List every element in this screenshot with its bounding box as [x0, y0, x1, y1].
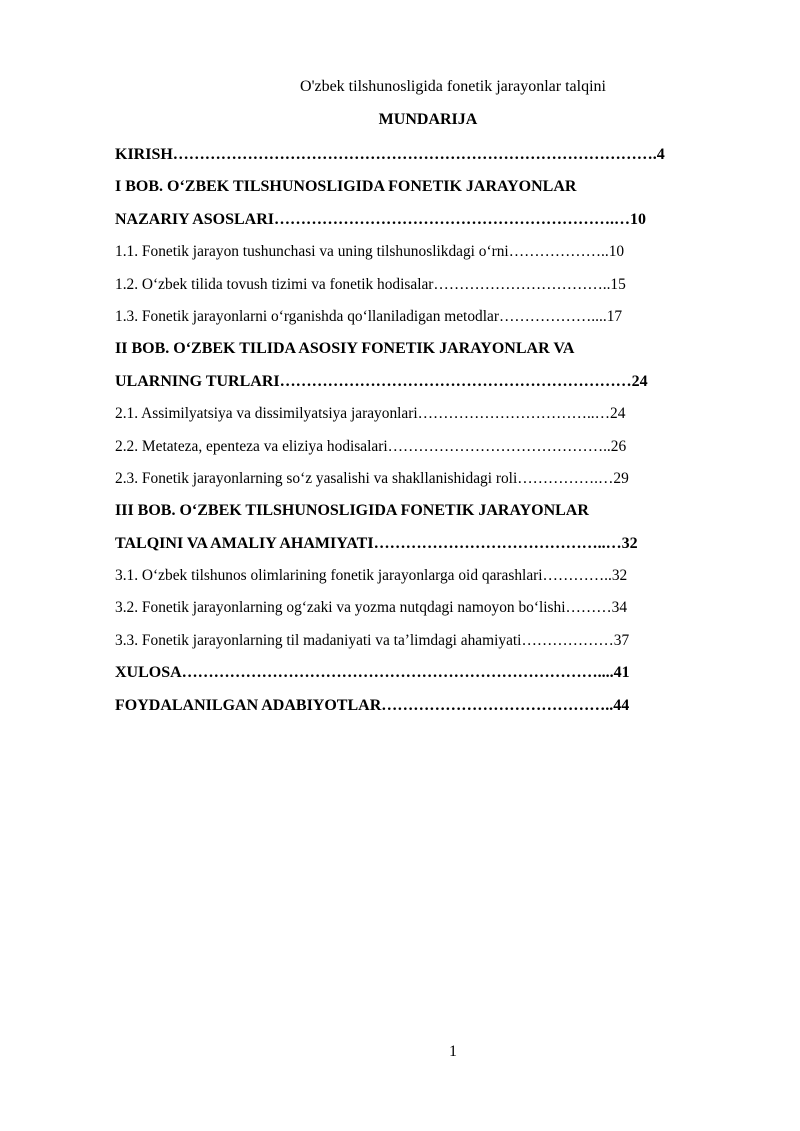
toc-section-entry: 3.2. Fonetik jarayonlarning og‘zaki va yozma nutqdagi namoyon bo‘lishi………34	[115, 599, 628, 617]
document-title: O'zbek tilshunosligida fonetik jarayonlar talqini	[300, 78, 606, 95]
toc-chapter-entry: ULARNING TURLARI…………………………………………………………24	[115, 372, 648, 390]
toc-section-entry: 2.1. Assimilyatsiya va dissimilyatsiya jarayonlari……………………………..…24	[115, 405, 626, 423]
toc-section-entry: 1.3. Fonetik jarayonlarni o‘rganishda qo‘llaniladigan metodlar………………....17	[115, 307, 623, 325]
toc-chapter-entry: XULOSA……………………………………………………………………....41	[115, 664, 630, 682]
toc-chapter-entry: FOYDALANILGAN ADABIYOTLAR……………………………………..44	[115, 696, 630, 714]
toc-chapter-entry: I BOB. O‘ZBEK TILSHUNOSLIGIDA FONETIK JARAYONLAR	[115, 178, 577, 196]
toc-section-entry: 2.3. Fonetik jarayonlarning so‘z yasalishi va shakllanishidagi roli…………….…29	[115, 469, 629, 487]
toc-chapter-entry: III BOB. O‘ZBEK TILSHUNOSLIGIDA FONETIK JARAYONLAR	[115, 502, 589, 520]
page-number: 1	[449, 1043, 457, 1060]
toc-section-entry: 1.1. Fonetik jarayon tushunchasi va uning tilshunoslikdagi o‘rni………………..10	[115, 243, 625, 261]
toc-chapter-entry: KIRISH……………………………………………………………………………….4	[115, 146, 665, 163]
toc-chapter-entry: TALQINI VA AMALIY AHAMIYATI……………………………………..…32	[115, 534, 638, 552]
table-of-contents	[115, 139, 745, 722]
toc-section-entry: 3.1. O‘zbek tilshunos olimlarining fonetik jarayonlarga oid qarashlari…………..32	[115, 567, 628, 585]
toc-section-entry: 2.2. Metateza, epenteza va eliziya hodisalari……………………………………..26	[115, 437, 627, 455]
toc-chapter-entry: NAZARIY ASOSLARI……………………………………………………….…10	[115, 210, 646, 228]
toc-section-entry: 1.2. O‘zbek tilida tovush tizimi va fonetik hodisalar……………………………..15	[115, 275, 626, 293]
toc-chapter-entry: II BOB. O‘ZBEK TILIDA ASOSIY FONETIK JARAYONLAR VA	[115, 340, 575, 358]
toc-section-entry: 3.3. Fonetik jarayonlarning til madaniyati va ta’limdagi ahamiyati………………37	[115, 631, 630, 649]
toc-heading: MUNDARIJA	[378, 111, 478, 128]
